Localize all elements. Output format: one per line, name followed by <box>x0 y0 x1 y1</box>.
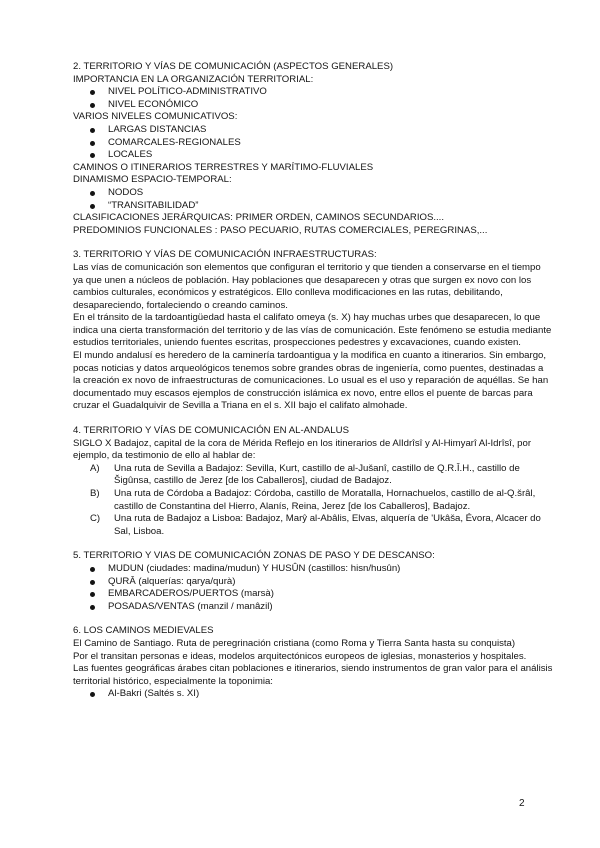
clasificaciones-line: CLASIFICACIONES JERÁRQUICAS: PRIMER ORDEN, CAMINOS SECUNDARIOS.... <box>73 212 445 224</box>
page-number: 2 <box>519 798 525 809</box>
section-6-heading: 6. LOS CAMINOS MEDIEVALES <box>73 625 214 637</box>
list-item: QURÂ (alquerías: qarya/qurà) <box>90 576 553 589</box>
list-item: NIVEL POLÍTICO-ADMINISTRATIVO <box>90 86 553 99</box>
bullet-icon <box>90 567 95 572</box>
bullet-icon <box>90 191 95 196</box>
list-item: “TRANSITABILIDAD” <box>90 200 553 213</box>
section-5-heading: 5. TERRITORIO Y VIAS DE COMUNICACIÓN ZONAS DE PASO Y DE DESCANSO: <box>73 550 435 562</box>
bullet-icon <box>90 580 95 585</box>
caminos-line: CAMINOS O ITINERARIOS TERRESTRES Y MARÍTIMO-FLUVIALES <box>73 161 374 173</box>
section-5 <box>73 550 553 613</box>
section-2 <box>73 61 553 237</box>
paragraph: Las vías de comunicación son elementos que configuran el territorio y que tienden a conservarse en el tiempo ya que unen a núcleos de población. Hay poblaciones que desaparecen y otras que surgen ex novo con los cambios culturales, económicos y estratégicos. Ello conlleva modificaciones en las rutas, debilitando, desapareciendo, fortaleciendo o creando caminos. <box>73 261 541 311</box>
importancia-list <box>73 86 553 111</box>
paragraph: En el tránsito de la tardoantigüedad hasta el califato omeya (s. X) hay muchas urbes que desaparecen, lo que indica una cierta transformación del territorio y de las vías de comunicación. Este fenómeno se estudia mediante estudios territoriales, uniendo fuentes escritas, prospecciones pedestres y excavaciones, cuando existen. <box>73 312 552 349</box>
list-marker: A) <box>90 462 100 474</box>
list-item: EMBARCADEROS/PUERTOS (marsà) <box>90 588 553 601</box>
section-3-heading: 3. TERRITORIO Y VÍAS DE COMUNICACIÓN INFRAESTRUCTURAS: <box>73 249 377 261</box>
route-item: A) Una ruta de Sevilla a Badajoz: Sevilla, Kurt, castillo de al-Jušanî, castillo de Q.R.Î.H., castillo de Šigûnsa, castillo de Jerez [de los Caballeros], ciudad de Badajoz. <box>90 462 520 487</box>
list-item: POSADAS/VENTAS (manzil / manâzil) <box>90 601 553 614</box>
paragraph: Por el transitan personas e ideas, modelos arquitectónicos europeos de iglesias, monasterios y hospitales. <box>73 650 527 662</box>
list-item: LARGAS DISTANCIAS <box>90 124 553 137</box>
dinamismo-heading: DINAMISMO ESPACIO-TEMPORAL: <box>73 174 232 186</box>
section-6 <box>73 625 553 701</box>
bullet-icon <box>90 692 95 697</box>
niveles-heading: VARIOS NIVELES COMUNICATIVOS: <box>73 111 238 123</box>
paragraph: El mundo andalusí es heredero de la caminería tardoantigua y la modifica en cuanto a itinerarios. Sin embargo, pocas noticias y datos arqueológicos tenemos sobre grandes obras de ingeniería, como puentes, destinadas a la creación ex novo de infraestructuras de comunicaciones. Lo usual es el uso y reparación de aquéllas. Se han documentado muy escasos ejemplos de construcción islámica ex novo, entre ellos el puente de barcas para cruzar el Guadalquivir de Sevilla a Triana en el s. XII bajo el califato almohade. <box>73 350 549 412</box>
bullet-icon <box>90 128 95 133</box>
route-item: C) Una ruta de Badajoz a Lisboa: Badajoz, Marŷ al-Abâlis, Elvas, alquería de 'Ukâša, Évora, Alcacer do Sal, Lisboa. <box>90 513 541 537</box>
section-3 <box>73 249 553 413</box>
list-item: LOCALES <box>90 149 553 162</box>
bullet-icon <box>90 204 95 209</box>
section-2-heading: 2. TERRITORIO Y VÍAS DE COMUNICACIÓN (ASPECTOS GENERALES) <box>73 61 394 72</box>
route-item: B) Una ruta de Córdoba a Badajoz: Córdoba, castillo de Moratalla, Hornachuelos, castillo de al-Q.šrâl, castillo de Constantina del Hierro, Alanís, Reina, Jerez [de los Caballeros], Badajoz. <box>90 488 536 512</box>
list-item: COMARCALES-REGIONALES <box>90 137 553 150</box>
routes-list <box>73 463 553 539</box>
list-item: MUDUN (ciudades: madina/mudun) Y HUSÛN (castillos: hisn/husûn) <box>90 563 553 576</box>
dinamismo-list <box>73 187 553 212</box>
paragraph: Las fuentes geográficas árabes citan poblaciones e itinerarios, siendo instrumentos de gran valor para el análisis territorial histórico, especialmente la toponimia: <box>73 663 553 687</box>
predominios-line: PREDOMINIOS FUNCIONALES : PASO PECUARIO, RUTAS COMERCIALES, PEREGRINAS,... <box>73 224 488 236</box>
bullet-icon <box>90 153 95 158</box>
niveles-list <box>73 124 553 162</box>
bullet-icon <box>90 103 95 108</box>
list-item: Al-Bakri (Saltés s. XI) <box>90 688 553 701</box>
list-marker: C) <box>90 513 101 525</box>
bullet-icon <box>90 141 95 146</box>
section-4-intro: SIGLO X Badajoz, capital de la cora de Mérida Reflejo en los itinerarios de AlIdrîsî y Al-Himyarî Al-Idrîsî, por ejemplo, da testimonio de ello al hablar de: <box>73 437 532 462</box>
zonas-list <box>73 563 553 613</box>
list-item: NODOS <box>90 187 553 200</box>
fuentes-list <box>73 688 553 701</box>
list-marker: B) <box>90 488 100 499</box>
bullet-icon <box>90 90 95 95</box>
bullet-icon <box>90 605 95 610</box>
section-4-heading: 4. TERRITORIO Y VÍAS DE COMUNICACIÓN EN AL-ANDALUS <box>73 425 349 437</box>
section-4 <box>73 425 553 538</box>
importancia-heading: IMPORTANCIA EN LA ORGANIZACIÓN TERRITORIAL: <box>73 73 314 85</box>
bullet-icon <box>90 592 95 597</box>
document-page <box>73 61 553 701</box>
paragraph: El Camino de Santiago. Ruta de peregrinación cristiana (como Roma y Tierra Santa hasta su conquista) <box>73 637 516 649</box>
list-item: NIVEL ECONÓMICO <box>90 99 553 112</box>
